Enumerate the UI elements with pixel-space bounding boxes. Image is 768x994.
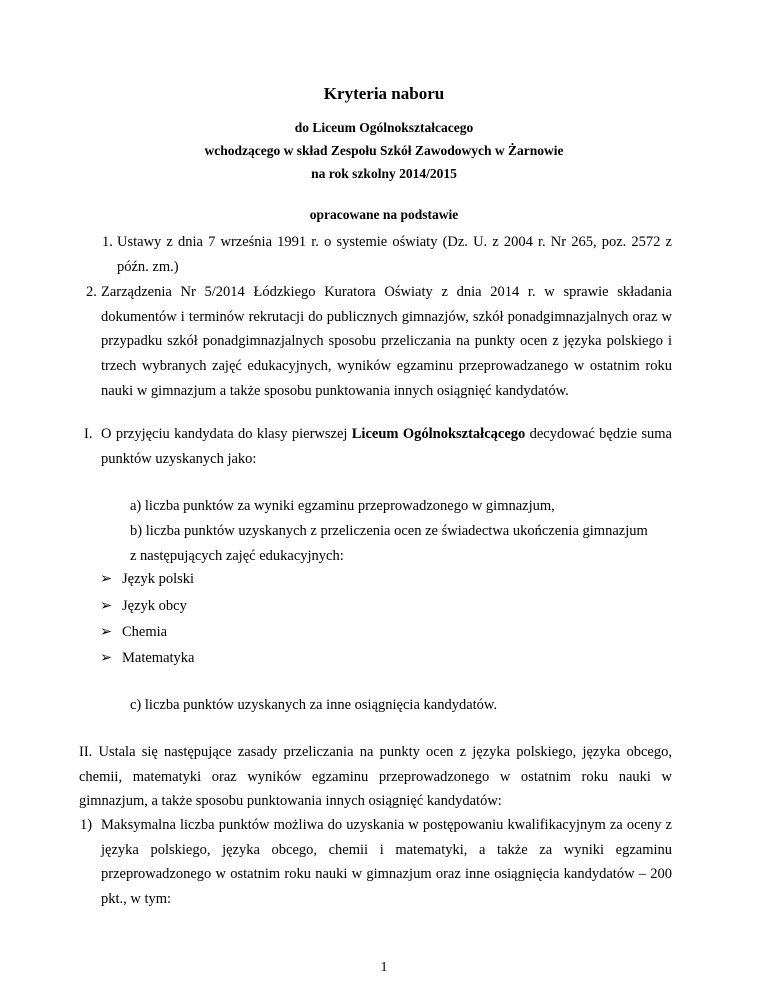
section-1-number: I.	[84, 426, 93, 442]
arrow-bullet-icon: ➢	[100, 571, 113, 587]
section-1-item-c: c) liczba punktów uzyskanych za inne osiągnięcia kandydatów.	[130, 697, 498, 713]
subtitle-line-3: na rok szkolny 2014/2015	[311, 166, 457, 181]
basis-item-1-number: 1.	[102, 234, 113, 250]
section-2-item-1-text: Maksymalna liczba punktów możliwa do uzyskania w postępowaniu kwalifikacyjnym za oceny z języka polskiego, języka obcego, chemii i matematyki, a także za wyniki egzaminu przeprowadzonego w ostatnim roku nauki w gimnazjum oraz inne osiągnięcia kandydatów – 200 pkt., w tym:	[101, 817, 672, 908]
subject-label: Chemia	[122, 624, 168, 640]
section-1-text-before: O przyjęciu kandydata do klasy pierwszej	[101, 426, 352, 442]
section-1-text-after: decydować będzie suma punktów uzyskanych jako:	[101, 426, 672, 467]
subject-list-item	[100, 571, 194, 588]
section-1-intro	[84, 422, 672, 471]
section-2-item-1-number: 1)	[80, 817, 93, 833]
arrow-bullet-icon: ➢	[100, 650, 113, 666]
subtitle-line-2: wchodzącego w skład Zespołu Szkół Zawodowych w Żarnowie	[204, 143, 564, 158]
subject-list-item	[100, 598, 187, 615]
arrow-bullet-icon: ➢	[100, 598, 113, 614]
subtitle-line-1: do Liceum Ogólnokształcacego	[294, 120, 474, 135]
basis-item-2-number: 2.	[86, 284, 97, 300]
document-title: Kryteria naboru	[323, 84, 445, 103]
section-2-intro: II. Ustala się następujące zasady przeliczania na punkty ocen z języka polskiego, języka obcego, chemii, matematyki oraz wyników egzaminu przeprowadzonego w ostatnim roku nauki w gimnazjum, a także sposobu punktowania innych osiągnięć kandydatów:	[79, 744, 672, 810]
basis-item-1	[102, 230, 672, 279]
subject-label: Język obcy	[122, 598, 187, 614]
section-1-school-name: Liceum Ogólnokształcącego	[351, 426, 526, 442]
section-1-item-b: b) liczba punktów uzyskanych z przeliczenia ocen ze świadectwa ukończenia gimnazjum z następujących zajęć edukacyjnych:	[130, 523, 648, 564]
section-1-item-a: a) liczba punktów za wyniki egzaminu przeprowadzonego w gimnazjum,	[130, 498, 555, 514]
basis-heading: opracowane na podstawie	[309, 207, 459, 222]
subject-list-item	[100, 650, 194, 667]
basis-item-1-text: Ustawy z dnia 7 września 1991 r. o systemie oświaty (Dz. U. z 2004 r. Nr 265, poz. 2572 z późn. zm.)	[117, 234, 672, 275]
subject-label: Język polski	[122, 571, 195, 587]
subject-label: Matematyka	[122, 650, 195, 666]
basis-item-2	[86, 280, 672, 404]
page-number: 1	[380, 960, 388, 975]
subject-list-item	[100, 624, 167, 641]
arrow-bullet-icon: ➢	[100, 624, 113, 640]
section-2-item-1	[80, 813, 672, 912]
basis-item-2-text: Zarządzenia Nr 5/2014 Łódzkiego Kuratora Oświaty z dnia 2014 r. w sprawie składania dokumentów i terminów rekrutacji do publicznych gimnazjów, szkół ponadgimnazjalnych oraz w przypadku szkół ponadgimnazjalnych sposobu przeliczania na punkty ocen z języka polskiego i trzech wybranych zajęć edukacyjnych, wyników egzaminu przeprowadzanego w ostatnim roku nauki w gimnazjum a także sposobu punktowania innych osiągnięć kandydatów.	[101, 284, 672, 399]
